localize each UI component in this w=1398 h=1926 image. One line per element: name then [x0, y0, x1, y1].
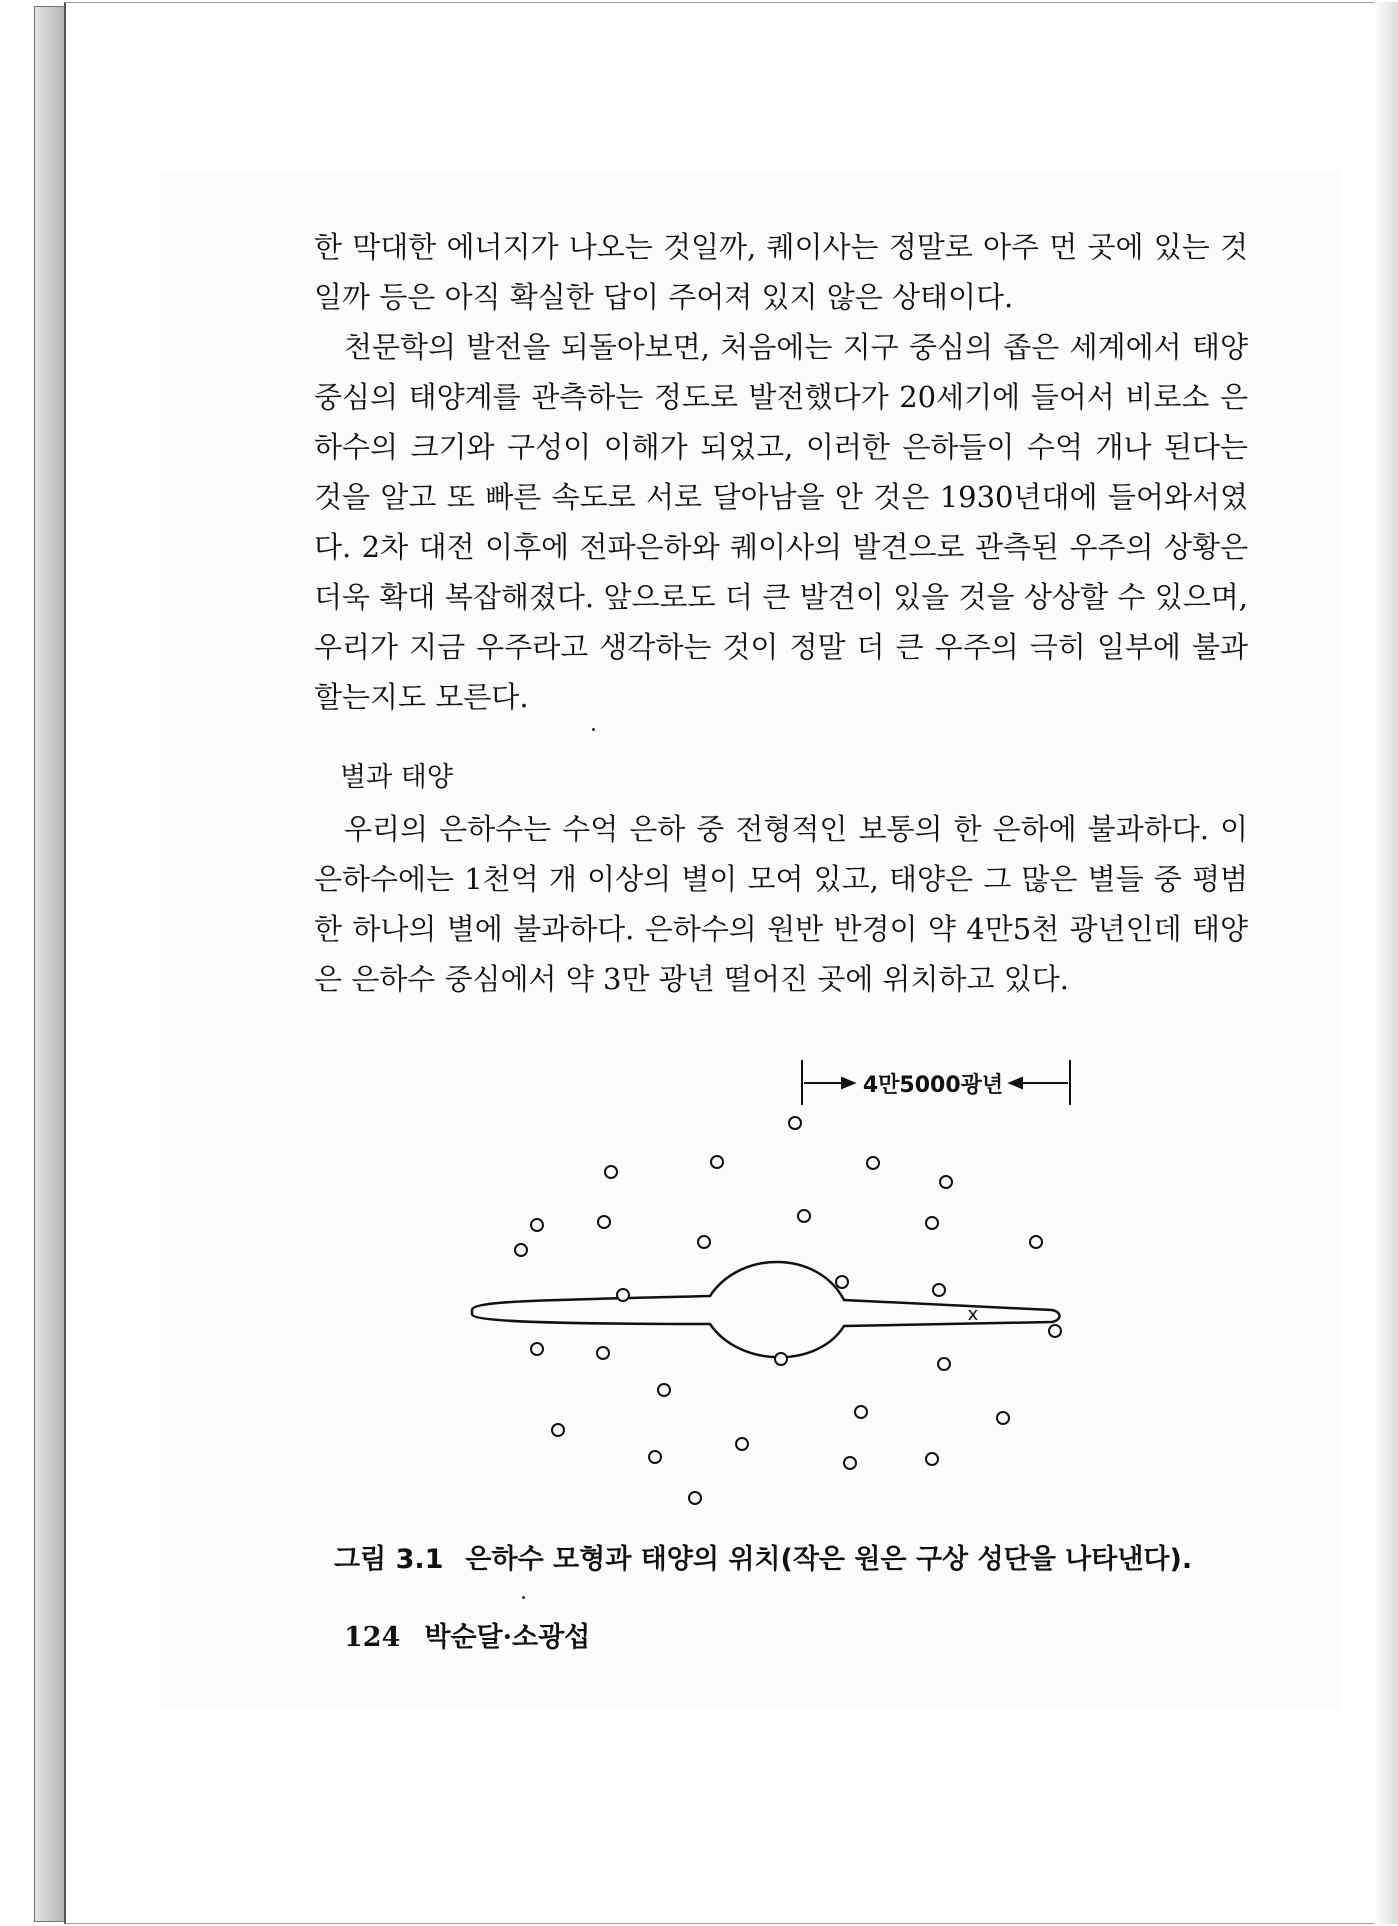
cluster-circle — [531, 1219, 543, 1231]
radius-arrow-right-head — [1010, 1078, 1022, 1088]
cluster-circle — [775, 1353, 787, 1365]
cluster-circle — [617, 1289, 629, 1301]
cluster-circle — [552, 1424, 564, 1436]
globular-clusters — [515, 1117, 1061, 1504]
book-spine — [34, 6, 66, 1922]
cluster-circle — [515, 1244, 527, 1256]
galaxy-model-figure — [470, 1050, 1080, 1520]
page-edge-shadow — [1374, 2, 1398, 1924]
cluster-circle — [997, 1412, 1009, 1424]
section-heading: 별과 태양 — [340, 762, 453, 793]
cluster-circle — [689, 1492, 701, 1504]
paragraph-1: 한 막대한 에너지가 나오는 것일까, 퀘이사는 정말로 아주 먼 곳에 있는 것일까 등은 아직 확실한 답이 주어져 있지 않은 상태이다. — [314, 230, 1248, 314]
running-author: 박순달·소광섭 — [424, 1622, 591, 1653]
cluster-circle — [531, 1343, 543, 1355]
cluster-circle — [938, 1358, 950, 1370]
paragraph-2: 천문학의 발전을 되돌아보면, 처음에는 지구 중심의 좁은 세계에서 태양 중심의 태양계를 관측하는 정도로 발전했다가 20세기에 들어서 비로소 은하수의 크기와 구성이 이해가 되었고, 이러한 은하들이 수억 개나 된다는 것을 알고 또 빠른 속도로 서로 달아남을 안 것은 1930년대에 들어와서였다. 2차 대전 이후에 전파은하와 퀘이사의 발견으로 관측된 우주의 상황은 더욱 확대 복잡해졌다. 앞으로도 더 큰 발견이 있을 것을 상상할 수 있으며, 우리가 지금 우주라고 생각하는 것이 정말 더 큰 우주의 극히 일부에 불과할는지도 모른다. — [314, 330, 1248, 714]
cluster-circle — [855, 1406, 867, 1418]
cluster-circle — [736, 1438, 748, 1450]
cluster-circle — [649, 1451, 661, 1463]
paragraph-3: 우리의 은하수는 수억 은하 중 전형적인 보통의 한 은하에 불과하다. 이 은하수에는 1천억 개 이상의 별이 모여 있고, 태양은 그 많은 별들 중 평범한 하나의 별에 불과하다. 은하수의 원반 반경이 약 4만5천 광년인데 태양은 은하수 중심에서 약 3만 광년 떨어진 곳에 위치하고 있다. — [314, 812, 1248, 996]
cluster-circle — [926, 1453, 938, 1465]
scan-speck — [592, 728, 595, 731]
scan-speck — [522, 1596, 525, 1599]
cluster-circle — [789, 1117, 801, 1129]
cluster-circle — [933, 1284, 945, 1296]
cluster-circle — [844, 1457, 856, 1469]
cluster-circle — [598, 1216, 610, 1228]
cluster-circle — [1030, 1236, 1042, 1248]
sun-position-marker: x — [967, 1304, 979, 1325]
figure-caption-text: 은하수 모형과 태양의 위치(작은 원은 구상 성단을 나타낸다). — [465, 1544, 1193, 1575]
cluster-circle — [926, 1217, 938, 1229]
cluster-circle — [1049, 1325, 1061, 1337]
cluster-circle — [698, 1236, 710, 1248]
page-footer — [344, 1618, 590, 1658]
cluster-circle — [798, 1210, 810, 1222]
radius-arrow-left-head — [842, 1078, 854, 1088]
cluster-circle — [605, 1166, 617, 1178]
figure-caption — [334, 1540, 1192, 1580]
cluster-circle — [597, 1347, 609, 1359]
cluster-circle — [940, 1176, 952, 1188]
cluster-circle — [711, 1156, 723, 1168]
cluster-circle — [658, 1384, 670, 1396]
radius-label: 4만5000광년 — [862, 1073, 1004, 1098]
page-number: 124 — [344, 1622, 401, 1653]
cluster-circle — [836, 1276, 848, 1288]
figure-caption-label: 그림 3.1 — [334, 1544, 444, 1575]
cluster-circle — [867, 1157, 879, 1169]
